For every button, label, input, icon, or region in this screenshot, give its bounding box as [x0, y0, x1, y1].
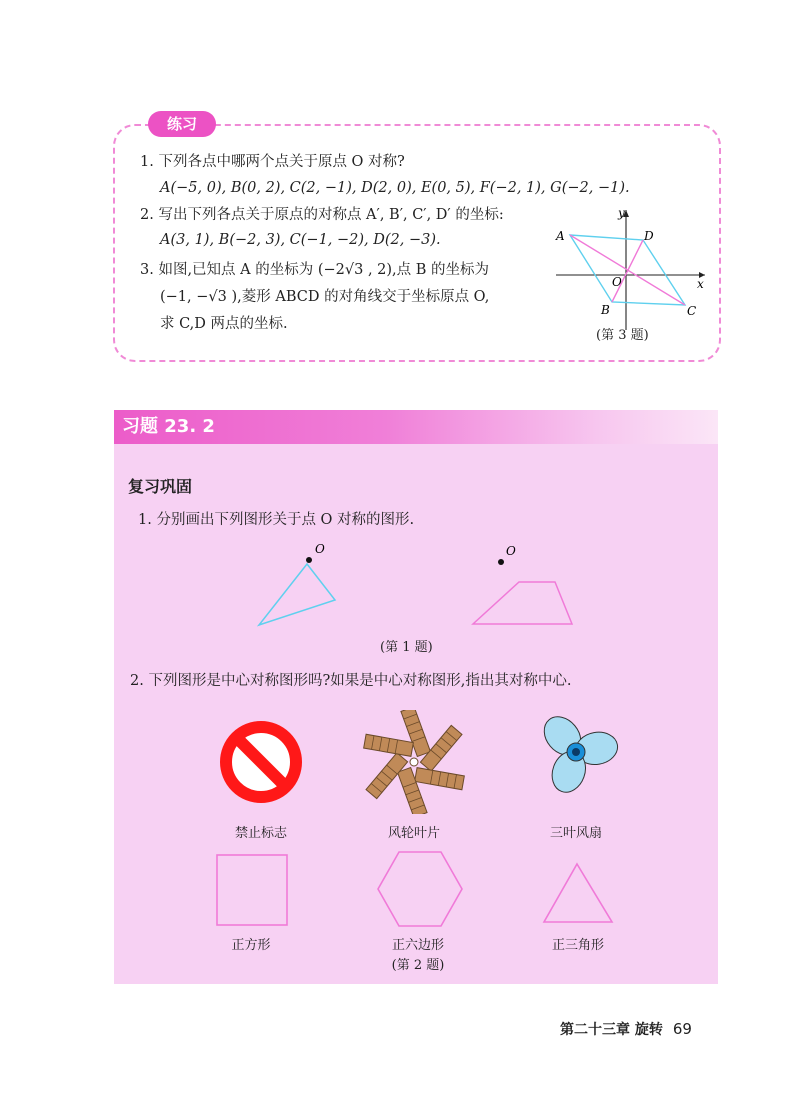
- page-number: 69: [672, 1020, 692, 1038]
- practice-q3-line1: 3. 如图,已知点 A 的坐标为 (−2√3 , 2),点 B 的坐标为: [140, 262, 490, 278]
- windmill-blades: [362, 710, 466, 814]
- square-outline: [217, 855, 287, 925]
- point-o-a: [306, 557, 312, 563]
- pink-trapezoid: [473, 582, 572, 624]
- practice-q2-text: 2. 写出下列各点关于原点的对称点 A′, B′, C′, D′ 的坐标:: [140, 207, 504, 223]
- page-footer: [560, 1019, 692, 1039]
- three-blade-fan: [526, 710, 626, 810]
- label-y: y: [618, 206, 625, 220]
- practice-q1-points: A(−5, 0), B(0, 2), C(2, −1), D(2, 0), E(0, 5), F(−2, 1), G(−2, −1).: [160, 180, 630, 196]
- triangle-figure: [540, 860, 616, 926]
- practice-q3-line3: 求 C,D 两点的坐标.: [160, 316, 288, 332]
- shape-label-fan: 三叶风扇: [549, 826, 602, 841]
- point-o-b: [498, 559, 504, 565]
- q1-figures: [250, 540, 600, 635]
- label-d: D: [644, 229, 654, 243]
- label-b: B: [601, 303, 610, 317]
- hexagon-outline: [378, 852, 462, 926]
- shape-label-prohibition: 禁止标志: [234, 826, 287, 841]
- rhombus-figure: [548, 200, 713, 340]
- shape-label-square: 正方形: [231, 938, 271, 953]
- exercise-title: 习题 23. 2: [122, 416, 215, 437]
- practice-figure-caption: (第 3 题): [596, 328, 649, 343]
- q2-caption: (第 2 题): [391, 958, 445, 973]
- fan-hub-center: [572, 748, 580, 756]
- q1-caption: (第 1 题): [380, 640, 433, 655]
- square-figure: [212, 850, 292, 930]
- practice-q3-line2: (−1, −√3 ),菱形 ABCD 的对角线交于坐标原点 O,: [160, 289, 490, 305]
- triangle-outline: [544, 864, 612, 922]
- label-o: O: [612, 275, 622, 289]
- windmill-hub: [410, 758, 418, 766]
- exercise-q2-text: 2. 下列图形是中心对称图形吗?如果是中心对称图形,指出其对称中心.: [130, 673, 572, 689]
- diagonal-bd: [612, 240, 643, 302]
- exercise-q1-text: 1. 分别画出下列图形关于点 O 对称的图形.: [138, 512, 415, 528]
- cyan-triangle: [259, 564, 335, 625]
- practice-q1-text: 1. 下列各点中哪两个点关于原点 O 对称?: [140, 154, 405, 170]
- shape-label-triangle: 正三角形: [551, 938, 604, 953]
- label-c: C: [687, 304, 697, 318]
- practice-q2-points: A(3, 1), B(−2, 3), C(−1, −2), D(2, −3).: [160, 232, 441, 248]
- hexagon-figure: [374, 848, 466, 930]
- review-heading: 复习巩固: [128, 477, 193, 496]
- point-o-b-label: O: [506, 544, 516, 558]
- prohibition-sign: [216, 717, 306, 807]
- chapter-title: 第二十三章 旋转: [560, 1022, 663, 1038]
- shape-label-hexagon: 正六边形: [391, 938, 444, 953]
- shape-label-windmill: 风轮叶片: [387, 826, 440, 841]
- point-o-a-label: O: [315, 542, 325, 556]
- label-a: A: [556, 229, 565, 243]
- label-x: x: [697, 277, 704, 291]
- practice-badge: 练习: [148, 111, 216, 137]
